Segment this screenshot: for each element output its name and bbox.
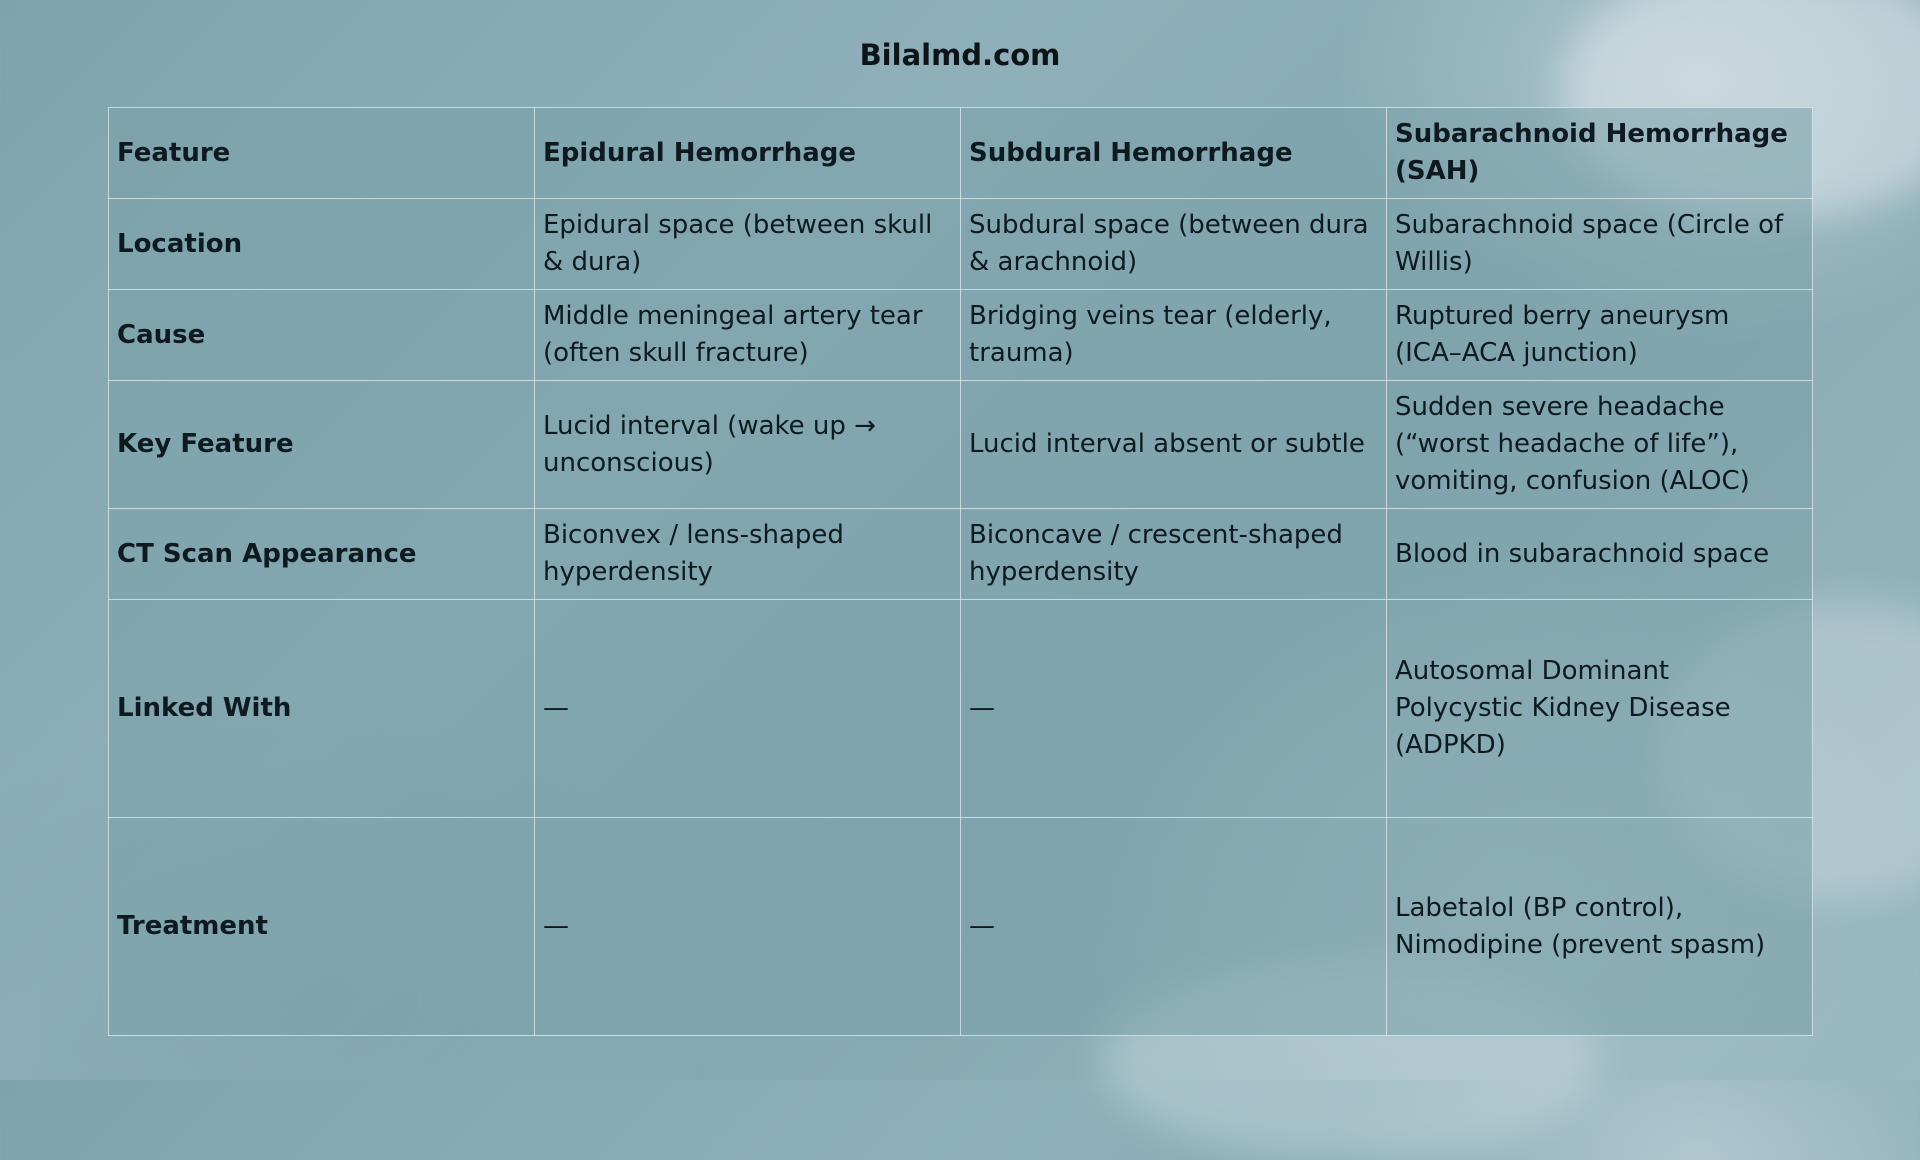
cell-subdural-cause: Bridging veins tear (elderly, trauma) xyxy=(961,290,1387,381)
comparison-table-container xyxy=(108,107,1812,1036)
cell-epidural-location: Epidural space (between skull & dura) xyxy=(535,199,961,290)
table-row-treatment xyxy=(109,818,1813,1036)
header-subdural: Subdural Hemorrhage xyxy=(961,108,1387,199)
cell-epidural-treatment: — xyxy=(535,818,961,1036)
table-row-cause xyxy=(109,290,1813,381)
cell-epidural-cause: Middle meningeal artery tear (often skull fracture) xyxy=(535,290,961,381)
comparison-table xyxy=(108,107,1813,1036)
cell-sah-treatment: Labetalol (BP control), Nimodipine (prevent spasm) xyxy=(1387,818,1813,1036)
page-title: Bilalmd.com xyxy=(859,38,1061,72)
row-label-location: Location xyxy=(109,199,535,290)
table-row-location xyxy=(109,199,1813,290)
cell-subdural-ct-scan: Biconcave / crescent-shaped hyperdensity xyxy=(961,509,1387,600)
cell-epidural-key-feature: Lucid interval (wake up → unconscious) xyxy=(535,381,961,509)
cell-sah-ct-scan: Blood in subarachnoid space xyxy=(1387,509,1813,600)
row-label-cause: Cause xyxy=(109,290,535,381)
cell-epidural-linked-with: — xyxy=(535,600,961,818)
cell-sah-cause: Ruptured berry aneurysm (ICA–ACA junction) xyxy=(1387,290,1813,381)
cell-subdural-location: Subdural space (between dura & arachnoid) xyxy=(961,199,1387,290)
cell-sah-location: Subarachnoid space (Circle of Willis) xyxy=(1387,199,1813,290)
cell-subdural-treatment: — xyxy=(961,818,1387,1036)
row-label-ct-scan: CT Scan Appearance xyxy=(109,509,535,600)
cell-sah-key-feature: Sudden severe headache (“worst headache of life”), vomiting, confusion (ALOC) xyxy=(1387,381,1813,509)
cell-sah-linked-with: Autosomal Dominant Polycystic Kidney Disease (ADPKD) xyxy=(1387,600,1813,818)
cell-subdural-linked-with: — xyxy=(961,600,1387,818)
row-label-key-feature: Key Feature xyxy=(109,381,535,509)
row-label-linked-with: Linked With xyxy=(109,600,535,818)
cell-epidural-ct-scan: Biconvex / lens-shaped hyperdensity xyxy=(535,509,961,600)
table-row-linked-with xyxy=(109,600,1813,818)
header-epidural: Epidural Hemorrhage xyxy=(535,108,961,199)
row-label-treatment: Treatment xyxy=(109,818,535,1036)
table-row-key-feature xyxy=(109,381,1813,509)
table-row-ct-scan xyxy=(109,509,1813,600)
header-feature: Feature xyxy=(109,108,535,199)
header-subarachnoid: Subarachnoid Hemorrhage (SAH) xyxy=(1387,108,1813,199)
cell-subdural-key-feature: Lucid interval absent or subtle xyxy=(961,381,1387,509)
table-header-row xyxy=(109,108,1813,199)
